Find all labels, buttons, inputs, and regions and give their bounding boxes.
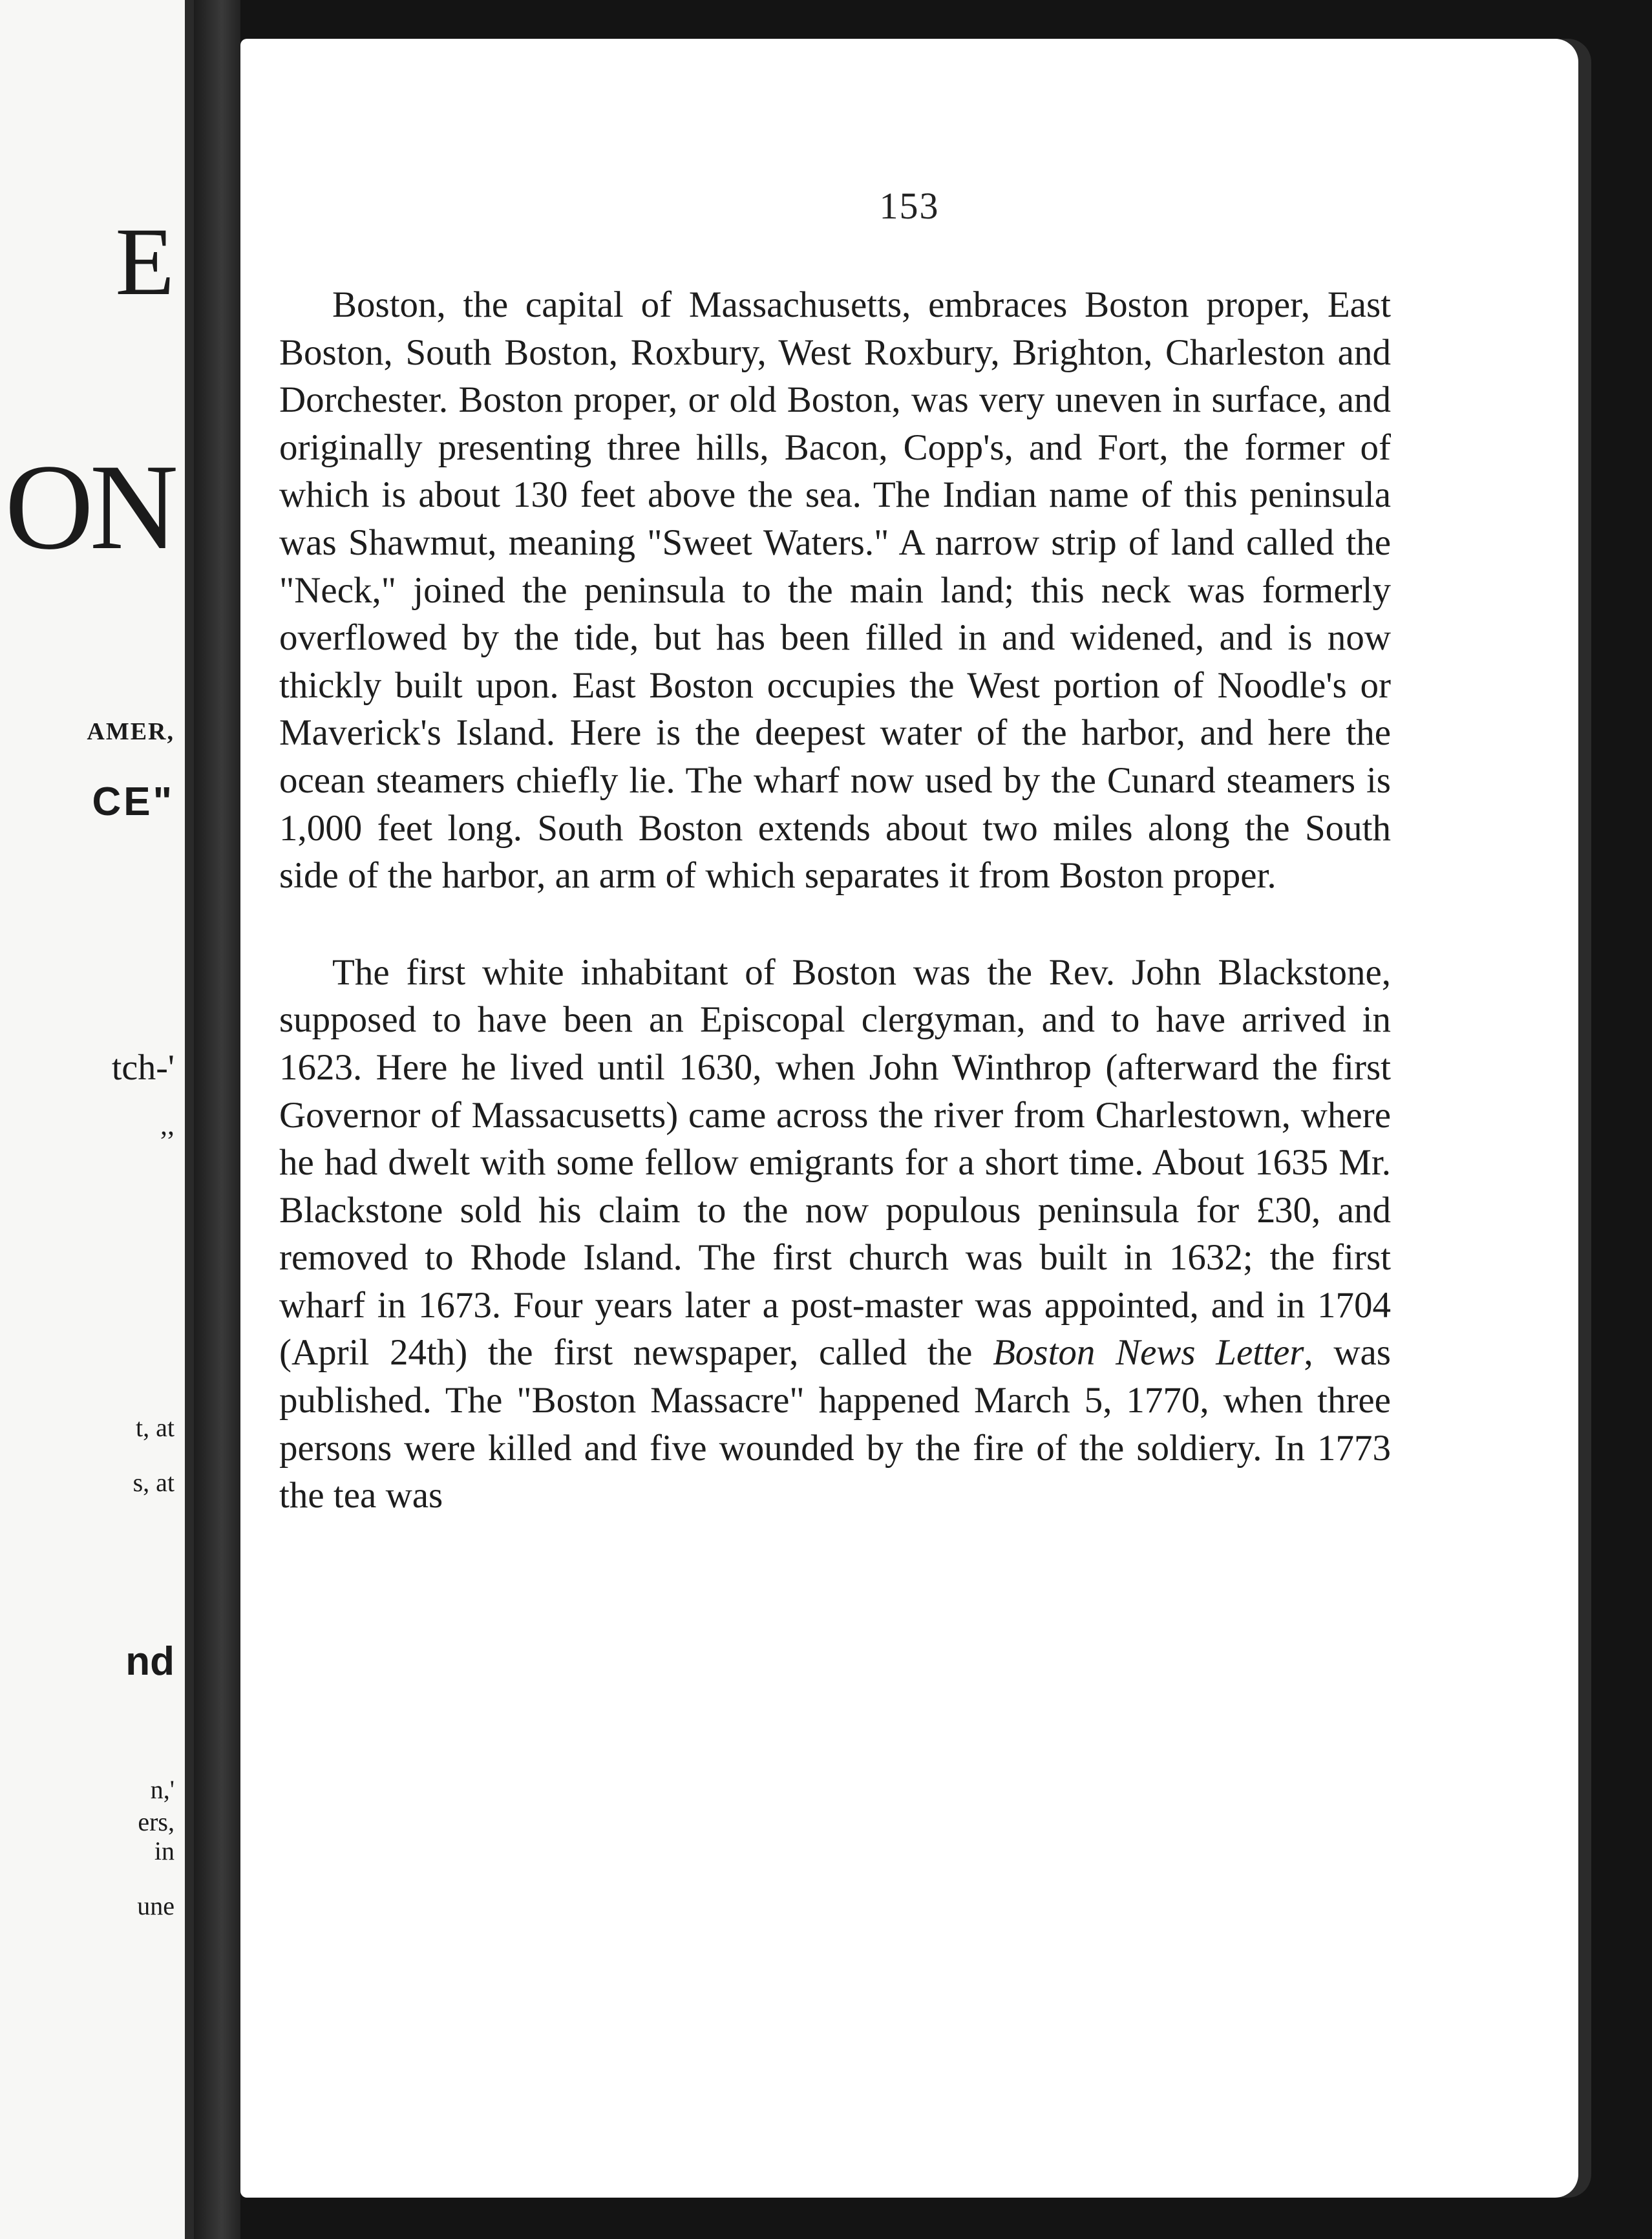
book-page <box>240 39 1578 2198</box>
left-page-fragment-n: n,' <box>150 1775 175 1804</box>
left-page-fragment-une: une <box>137 1891 175 1920</box>
paragraph-history-text-a: The first white inhabitant of Boston was the Rev. John Blackstone, supposed to have been an Episcopal clergyman, and to have arrived in 1623. Here he lived until 1630, when John Winthrop (afterward the first Governor of Massacusetts) came across the river from Charlestown, where he had dwelt with some fellow emigrants for a short time. About 1635 Mr. Blackstone sold his claim to the now populous peninsula for £30, and removed to Rhode Island. The first church was built in 1632; the first wharf in 1673. Four years later a post-master was appointed, and in 1704 (April 24th) the first newspaper, called the <box>279 951 1391 1374</box>
left-page-fragment-nd: nd <box>125 1639 175 1684</box>
page-number: 153 <box>879 185 940 227</box>
newspaper-title: Boston News Letter <box>993 1332 1304 1374</box>
left-page-fragment-quote: ,, <box>160 1109 175 1141</box>
left-page-fragment-tch: tch-' <box>111 1048 175 1088</box>
left-page-fragment-in: in <box>154 1836 175 1865</box>
left-page-fragment-ers: ers, <box>138 1807 175 1836</box>
left-page-fragment-amer: AMER, <box>87 718 175 745</box>
left-page-fragment-on: ON <box>5 440 175 575</box>
left-page-fragment-e: E <box>115 208 175 315</box>
paragraph-boston-description: Boston, the capital of Massachusetts, embraces Boston proper, East Boston, South Boston, Roxbury, West Roxbury, Brighton, Charleston and Dorchester. Boston proper, or old Boston, was very uneven in surface, and originally presenting three hills, Bacon, Copp's, and Fort, the former of which is about 130 feet above the sea. The Indian name of this peninsula was Shawmut, meaning "Sweet Waters." A narrow strip of land called the "Neck," joined the peninsula to the main land; this neck was formerly overflowed by the tide, but has been filled in and widened, and is now thickly built upon. East Boston occupies the West portion of Noodle's or Maverick's Island. Here is the deepest water of the harbor, and here the ocean steamers chiefly lie. The wharf now used by the Cunard steamers is 1,000 feet long. South Boston extends about two miles along the South side of the harbor, an arm of which separates it from Boston proper. <box>279 284 1391 897</box>
left-page-fragment-ce: CE" <box>92 780 175 824</box>
page-body <box>240 281 1391 1520</box>
paragraph-boston-history <box>279 949 1391 1520</box>
paragraph-history-text-b: , was published. The "Boston Massacre" happened March 5, 1770, when three persons were killed and five wounded by the fire of the soldiery. In 1773 the tea was <box>279 1332 1391 1516</box>
book-spine <box>194 0 240 2239</box>
left-facing-page <box>0 0 194 2239</box>
left-page-fragment-s-at: s, at <box>132 1468 175 1497</box>
left-page-fragment-t-at: t, at <box>136 1413 175 1442</box>
